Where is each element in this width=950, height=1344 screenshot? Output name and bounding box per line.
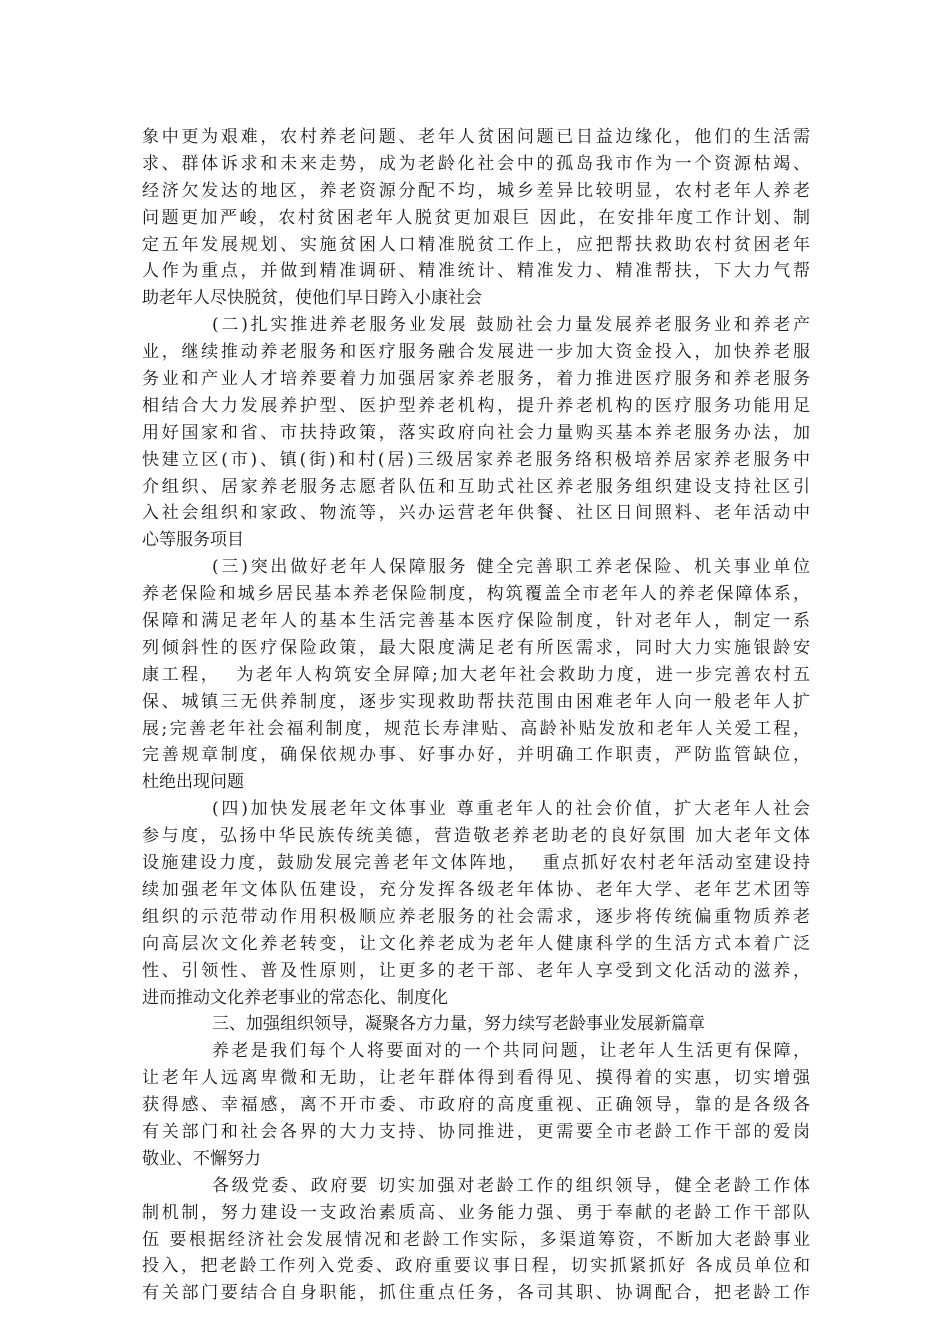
- text-line: 投入，把老龄工作列入党委、政府重要议事日程，切实抓紧抓好 各成员单位和: [142, 1256, 810, 1277]
- text-line: (三)突出做好老年人保障服务 健全完善职工养老保险、机关事业单位: [212, 557, 810, 578]
- text-line: 业，继续推动养老服务和医疗服务融合发展进一步加大资金投入，加快养老服: [142, 342, 810, 363]
- text-line: 有关部门要结合自身职能，抓住重点任务，各司其职、协调配合，把老龄工作: [142, 1283, 810, 1304]
- text-line: 求、群体诉求和未来走势，成为老龄化社会中的孤岛我市作为一个资源枯竭、: [142, 153, 810, 174]
- text-line: 象中更为艰难，农村养老问题、老年人贫困问题已日益边缘化，他们的生活需: [142, 127, 810, 147]
- text-line: 各级党委、政府要 切实加强对老龄工作的组织领导，健全老龄工作体: [212, 1175, 810, 1196]
- text-line: 三、加强组织领导，凝聚各方力量，努力续写老龄事业发展新篇章: [212, 1014, 705, 1035]
- text-line: 敬业、不懈努力: [142, 1148, 261, 1169]
- text-line: 用好国家和省、市扶持政策，落实政府向社会力量购买基本养老服务办法，加: [142, 422, 810, 443]
- text-line: 制机制，努力建设一支政治素质高、业务能力强、勇于奉献的老龄工作干部队: [142, 1202, 810, 1223]
- text-line: 参与度，弘扬中华民族传统美德，营造敬老养老助老的良好氛围 加大老年文体: [142, 826, 810, 847]
- text-line: 养老是我们每个人将要面对的一个共同问题，让老年人生活更有保障，: [212, 1041, 810, 1062]
- text-line: 让老年人远离卑微和无助，让老年群体得到看得见、摸得着的实惠，切实增强: [142, 1068, 810, 1089]
- text-line: 定五年发展规划、实施贫困人口精准脱贫工作上，应把帮扶救助农村贫困老年: [142, 234, 810, 255]
- text-line: 助老年人尽快脱贫，使他们早日跨入小康社会: [142, 288, 482, 309]
- text-line: 问题更加严峻，农村贫困老年人脱贫更加艰巨 因此，在安排年度工作计划、制: [142, 207, 810, 228]
- text-line: 经济欠发达的地区，养老资源分配不均，城乡差异比较明显，农村老年人养老: [142, 180, 810, 201]
- text-line: 组织的示范带动作用积极顺应养老服务的社会需求，逐步将传统偏重物质养老: [142, 906, 810, 927]
- text-line: 设施建设力度，鼓励发展完善老年文体阵地， 重点抓好农村老年活动室建设持: [142, 853, 810, 874]
- text-line: 列倾斜性的医疗保险政策，最大限度满足老有所医需求，同时大力实施银龄安: [142, 637, 810, 658]
- text-line: 续加强老年文体队伍建设，充分发挥各级老年体协、老年大学、老年艺术团等: [142, 879, 810, 900]
- text-line: 伍 要根据经济社会发展情况和老龄工作实际，多渠道筹资，不断加大老龄事业: [142, 1229, 810, 1250]
- text-line: 性、引领性、普及性原则，让更多的老干部、老年人享受到文化活动的滋养，: [142, 960, 810, 981]
- text-line: 进而推动文化养老事业的常态化、制度化: [142, 987, 448, 1008]
- text-line: 快建立区(市)、镇(街)和村(居)三级居家养老服务络积极培养居家养老服务中: [142, 449, 810, 470]
- text-line: 保、城镇三无供养制度，逐步实现救助帮扶范围由困难老年人向一般老年人扩: [142, 691, 810, 712]
- text-line: 心等服务项目: [142, 530, 244, 551]
- text-line: 杜绝出现问题: [142, 772, 244, 793]
- text-line: 务业和产业人才培养要着力加强居家养老服务，着力推进医疗服务和养老服务: [142, 369, 810, 390]
- text-line: (四)加快发展老年文体事业 尊重老年人的社会价值，扩大老年人社会: [212, 799, 810, 820]
- text-line: 获得感、幸福感，离不开市委、市政府的高度重视、正确领导，靠的是各级各: [142, 1095, 810, 1116]
- text-line: 展;完善老年社会福利制度，规范长寿津贴、高龄补贴发放和老年人关爱工程，: [142, 718, 810, 739]
- text-line: 完善规章制度，确保依规办事、好事办好，并明确工作职责，严防监管缺位，: [142, 745, 810, 766]
- text-line: (二)扎实推进养老服务业发展 鼓励社会力量发展养老服务业和养老产: [212, 315, 810, 336]
- text-line: 向高层次文化养老转变，让文化养老成为老年人健康科学的生活方式本着广泛: [142, 933, 810, 954]
- text-line: 相结合大力发展养护型、医护型养老机构，提升养老机构的医疗服务功能用足: [142, 395, 810, 416]
- text-line: 介组织、居家养老服务志愿者队伍和互助式社区养老服务组织建设支持社区引: [142, 476, 810, 497]
- text-line: 人作为重点，并做到精准调研、精准统计、精准发力、精准帮扶，下大力气帮: [142, 261, 810, 282]
- document-body: [142, 124, 810, 1307]
- text-line: 入社会组织和家政、物流等，兴办运营老年供餐、社区日间照料、老年活动中: [142, 503, 810, 524]
- text-line: 保障和满足老年人的基本生活完善基本医疗保险制度，针对老年人，制定一系: [142, 611, 810, 632]
- text-line: 有关部门和社会各界的大力支持、协同推进，更需要全市老龄工作干部的爱岗: [142, 1121, 810, 1142]
- text-line: 康工程， 为老年人构筑安全屏障;加大老年社会救助力度，进一步完善农村五: [142, 664, 810, 685]
- text-line: 养老保险和城乡居民基本养老保险制度，构筑覆盖全市老年人的养老保障体系，: [142, 584, 810, 605]
